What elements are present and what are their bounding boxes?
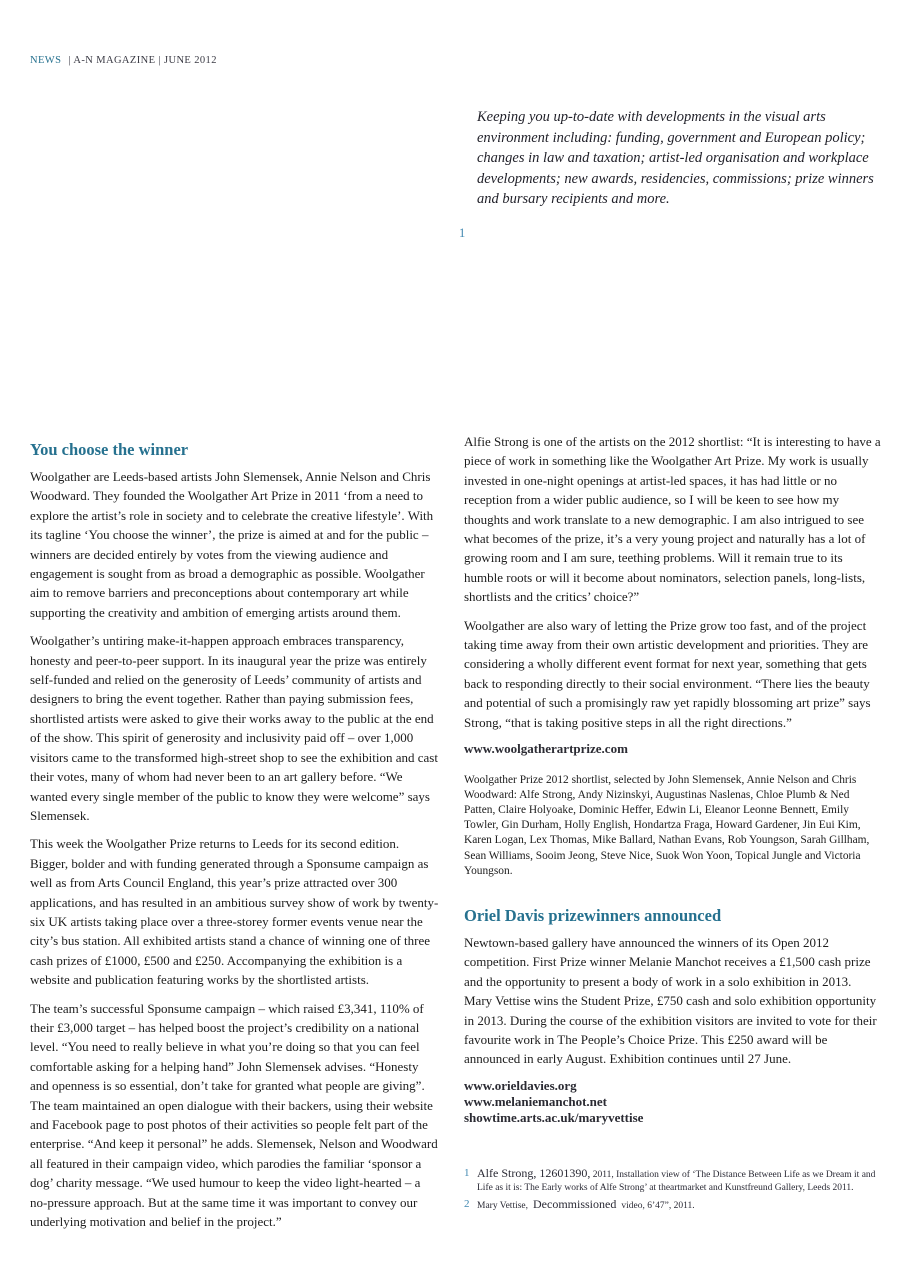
- image-footnote-marker: 1: [459, 226, 466, 240]
- melaniemanchot-link[interactable]: www.melaniemanchot.net: [464, 1093, 607, 1109]
- image-credits: [464, 1167, 882, 1212]
- credit-text: [477, 1198, 882, 1213]
- image-credit-1: [464, 1167, 882, 1194]
- standfirst-line: Keeping you up-to-date with developments in the visual arts: [477, 109, 826, 125]
- standfirst-line: and bursary recipients and more.: [477, 191, 670, 208]
- shortlist-credit-text: Woolgather Prize 2012 shortlist, selected by John Slemensek, Annie Nelson and Chris Woodward: Alfe Strong, Andy Nizinskyi, Augustinas Naslenas, Chloe Plumb & Ned Patten, Claire Holyoake, Dominic Heffer, Edwin Li, Eleanor Leonne Bennett, Emily Towler, Gin Durham, Holly English, Hondartza Fraga, Howard Gardener, Jin Eui Kim, Karen Logan, Lex Thomas, Mike Ballard, Nathan Evans, Rob Youngson, Sarah Gillham, Sean Williams, Sooim Jeong, Steve Nice, Suok Won Yoon, Topical Jungle and Victoria Youngson.: [464, 773, 870, 877]
- credit-artist-name: Mary Vettise,: [477, 1200, 529, 1211]
- article-paragraph: This week the Woolgather Prize returns to Leeds for its second edition. Bigger, bolder and with funding generated through a Sponsume campaign as well as from Arts Council England, this year’s prize attracted over 300 applications, and has resulted in an ambitious survey show of work by twenty-six UK artists taking place over a three-storey former events venue near the city’s bus station. All exhibited artists stand a chance of winning one of three cash prizes of £1000, £500 and £250. Accompanying the exhibition is a website and publication featuring works by the shortlisted artists.: [30, 836, 439, 988]
- right-column: [464, 432, 882, 1215]
- credit-number: 1: [464, 1167, 470, 1180]
- maryvettise-link[interactable]: showtime.arts.ac.uk/maryvettise: [464, 1109, 644, 1125]
- credit-details: 2011, Installation view of ‘The Distance Between Life as we Dream it and Life as it is: The Early works of Alfe Strong’ at theartmarket and Kunstfreund Gallery, Leeds 2011.: [477, 1170, 876, 1193]
- article-paragraph: Woolgather are Leeds-based artists John Slemensek, Annie Nelson and Chris Woodward. They founded the Woolgather Art Prize in 2011 ‘from a need to explore the artist’s role in society and to celebrate the creative lifestyle’. With its tagline ‘You choose the winner’, the prize is aimed at and for the public – winners are decided entirely by votes from the viewing audience and engagement is sought from as broad a demographic as possible. Woolgather aim to remove barriers and preconceptions about contemporary art while supporting the creativity and ambition of emerging artists around them.: [30, 469, 434, 620]
- article-paragraph: The team’s successful Sponsume campaign – which raised £3,341, 110% of their £3,000 target – has helped boost the project’s credibility on a national level. “You need to really believe in what you’re doing so that you can feel comfortable asking for a helping hand” John Slemensek advises. “Honesty and openness is so essential, don’t take for granted what people are giving”. The team maintained an open dialogue with their backers, using their website and Facebook page to post photos of their activities so people felt part of the enterprise. “And keep it personal” he adds. Slemensek, Nelson and Woodward all featured in their campaign video, which parodies the familiar ‘sponsor a dog’ charity message. “We used humour to keep the video light-hearted – a no-pressure approach. But at the same time it was important to convey our underlying motivation and belief in the project.”: [30, 1000, 438, 1230]
- image-credit-2: [464, 1198, 882, 1213]
- credit-text: [477, 1167, 882, 1194]
- article-title-you-choose-the-winner: You choose the winner: [30, 440, 189, 459]
- article-paragraph: Alfie Strong is one of the artists on the 2012 shortlist: “It is interesting to have a piece of work in something like the Woolgather Art Prize. My work is usually invested in one-night openings at artist-led spaces, it has had little or no reception from a wider public audience, so I will be keen to see how my thoughts and work translate to a new demographic. I am also intrigued to see what becomes of the prize, it’s a very young project and naturally has a lot of growing room and I am sure, teething problems. Will it remain true to its humble roots or will it become about nominators, selection panels, long-lists, shortlists and the critics’ choice?”: [464, 434, 881, 605]
- masthead-issue-label: | A-N MAGAZINE | JUNE 2012: [68, 55, 217, 66]
- orieldavies-link[interactable]: www.orieldavies.org: [464, 1077, 577, 1093]
- article-paragraph: Woolgather are also wary of letting the Prize grow too fast, and of the project taking time away from their own artistic development and priorities. They are considering a wholly different event format for next year, something that gets back to responding directly to their social environment. “There lies the beauty and potential of such a promisingly raw yet rapidly blossoming art prize” says Strong, “that is taking positive steps in all the right directions.”: [464, 617, 871, 730]
- masthead: [30, 55, 217, 66]
- left-column: [30, 440, 439, 1240]
- standfirst-line: environment including: funding, government and European policy;: [477, 129, 866, 146]
- woolgather-website-link[interactable]: www.woolgatherartprize.com: [464, 741, 628, 757]
- credit-details: video, 6’47”, 2011.: [621, 1200, 695, 1211]
- article-paragraph: Newtown-based gallery have announced the winners of its Open 2012 competition. First Prize winner Melanie Manchot receives a £1,500 cash prize and the opportunity to present a body of work in a solo exhibition in 2013. Mary Vettise wins the Student Prize, £750 cash and solo exhibition opportunity in 2013. During the course of the exhibition visitors are invited to vote for their favourite work in The People’s Choice Prize. This £250 award will be announced in early August. Exhibition continues until 27 June.: [464, 935, 877, 1067]
- credit-artwork-title: Decommissioned: [533, 1196, 617, 1211]
- standfirst-line: developments; new awards, residencies, commissions; prize winners: [477, 170, 874, 187]
- credit-artwork-title: Alfe Strong, 12601390,: [477, 1166, 591, 1181]
- article-title-oriel-davis: Oriel Davis prizewinners announced: [464, 906, 722, 926]
- standfirst-text: [477, 107, 900, 210]
- standfirst-line: changes in law and taxation; artist-led organisation and workplace: [477, 150, 869, 167]
- article-paragraph: Woolgather’s untiring make-it-happen approach embraces transparency, honesty and peer-to-peer support. In its inaugural year the prize was entirely self-funded and relied on the generosity of Leeds’ community of artists and designers to bring the event together. Rather than paying submission fees, shortlisted artists were asked to give their works away to the public at the end of the show. This spirit of generosity and inclusivity paid off – over 1,000 visitors came to the transformed high-street shop to see the exhibition and cast their votes, many of whom had never been to an art gallery before. “We wanted every single member of the public to know they were welcome” says Slemensek.: [30, 633, 438, 823]
- related-links: [464, 1078, 882, 1126]
- masthead-section-label: NEWS: [30, 55, 62, 66]
- credit-number: 2: [464, 1197, 470, 1210]
